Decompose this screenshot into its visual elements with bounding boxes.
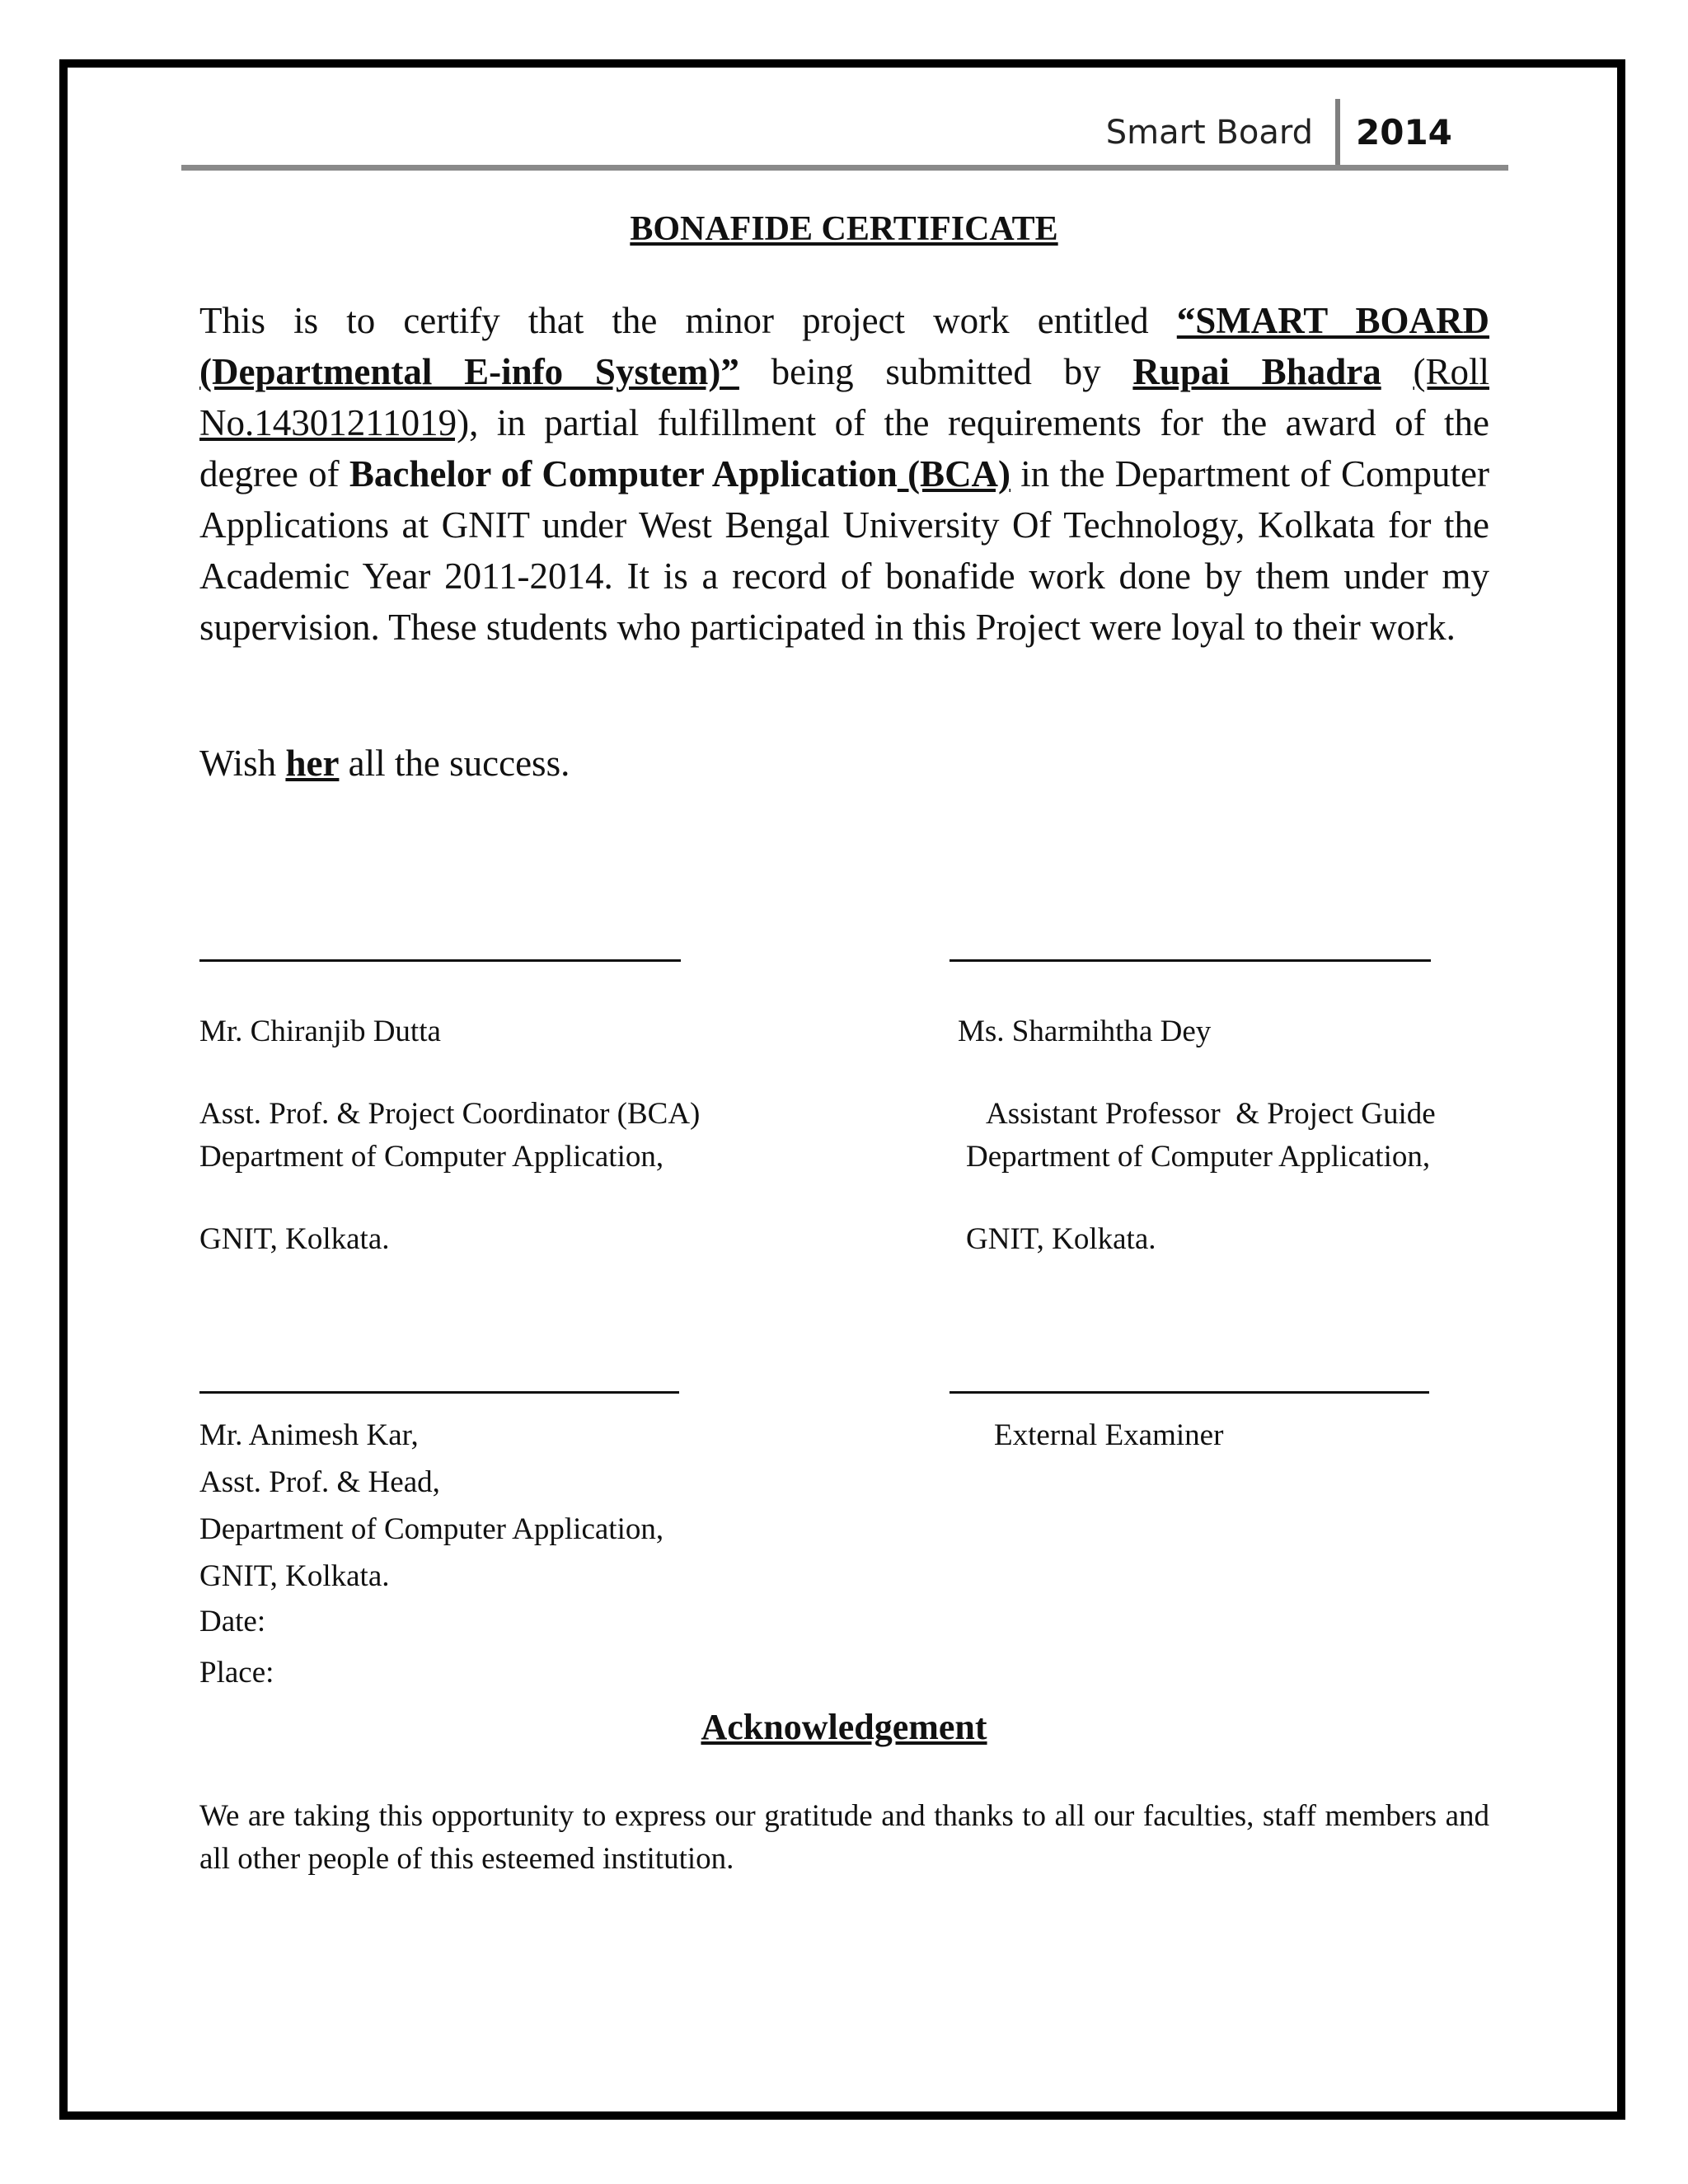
wish-after: all the success.	[339, 743, 570, 784]
header-rule	[181, 165, 1508, 171]
coordinator-place: GNIT, Kolkata.	[199, 1222, 390, 1256]
coordinator-dept: Department of Computer Application,	[199, 1140, 664, 1174]
wish-before: Wish	[199, 743, 286, 784]
head-role: Asst. Prof. & Head,	[199, 1465, 440, 1499]
head-dept: Department of Computer Application,	[199, 1512, 664, 1546]
guide-dept: Department of Computer Application,	[966, 1140, 1431, 1174]
degree-name: Bachelor of Computer Application	[349, 453, 898, 494]
coordinator-name: Mr. Chiranjib Dutta	[199, 1015, 441, 1048]
date-label: Date:	[199, 1605, 266, 1638]
wish-emphasis: her	[285, 743, 340, 784]
para-text-4: in partial fulfillment of the requirements for the award of the degree of	[199, 402, 1489, 494]
signature-line-examiner	[950, 1391, 1429, 1394]
para-text-1: This is to certify that the minor project work entitled	[199, 300, 1177, 341]
signature-line-coordinator	[199, 959, 681, 962]
header-year: 2014	[1356, 112, 1452, 152]
student-name: Rupai Bhadra	[1132, 351, 1381, 392]
project-name: “SMART BOARD (Departmental E-info System)”	[199, 300, 1490, 392]
para-text-5: in the Department of Computer Applications at GNIT under West Bengal University Of Technology, Kolkata for the Academic Year 2011-2014. It is a record of bonafide work done by them under my supervision. These students who participated in this Project were loyal to their work.	[199, 453, 1489, 648]
para-text-3	[1381, 351, 1414, 392]
external-examiner-label: External Examiner	[994, 1418, 1224, 1452]
guide-place: GNIT, Kolkata.	[966, 1222, 1156, 1256]
signature-line-head	[199, 1391, 679, 1394]
wish-line	[199, 742, 570, 785]
header-title: Smart Board	[1105, 114, 1313, 152]
place-label: Place:	[199, 1656, 274, 1690]
guide-name: Ms. Sharmihtha Dey	[958, 1015, 1212, 1048]
head-place: GNIT, Kolkata.	[199, 1559, 390, 1593]
roll-number: (Roll No.14301211019),	[199, 351, 1489, 443]
coordinator-role: Asst. Prof. & Project Coordinator (BCA)	[199, 1097, 701, 1131]
head-name: Mr. Animesh Kar,	[199, 1418, 419, 1452]
acknowledgement-title: Acknowledgement	[701, 1707, 987, 1747]
degree-abbr: (BCA)	[897, 453, 1011, 494]
header-divider	[1335, 99, 1340, 168]
certificate-title: BONAFIDE CERTIFICATE	[630, 210, 1058, 248]
para-text-2: being submitted by	[738, 351, 1133, 392]
certificate-paragraph	[199, 295, 1489, 653]
signature-line-guide	[950, 959, 1431, 962]
guide-role: Assistant Professor & Project Guide	[986, 1097, 1436, 1131]
acknowledgement-text: We are taking this opportunity to express our gratitude and thanks to all our faculties, staff members and all other people of this esteemed institution.	[199, 1799, 1489, 1876]
